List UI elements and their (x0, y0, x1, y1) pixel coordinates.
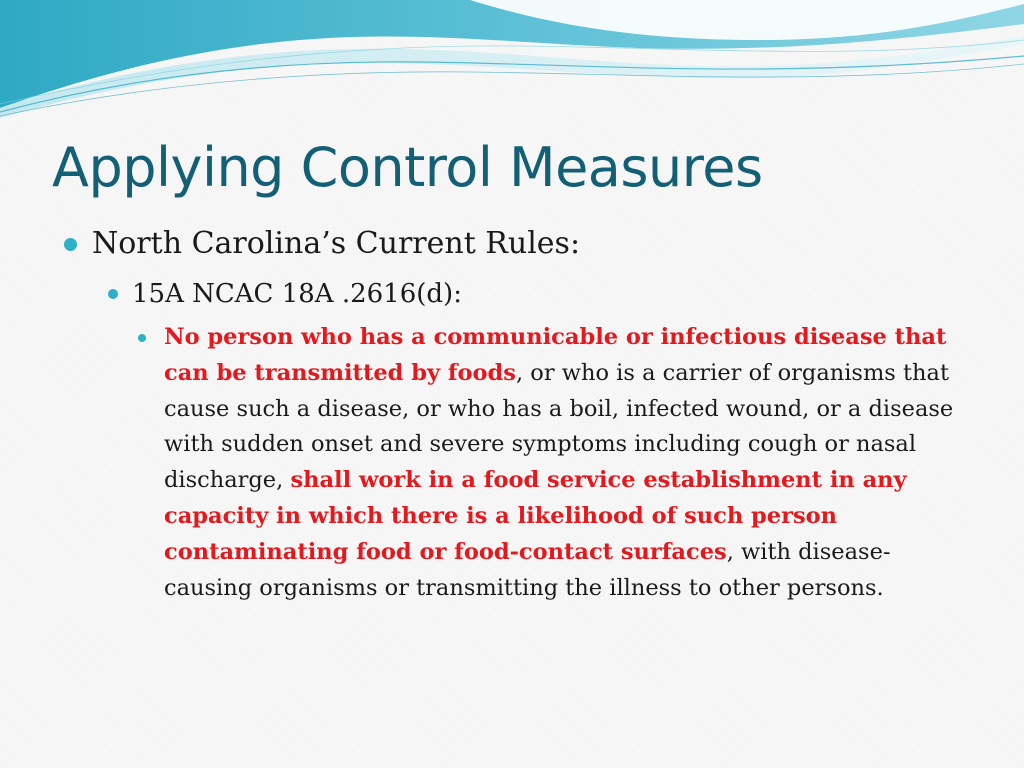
bullet-level-1 (60, 224, 980, 264)
slide-body (60, 224, 980, 606)
rule-segment-1: No person who has a communicable or infectious disease that can be transmitted by foods (164, 324, 947, 386)
bullet-level-2 (104, 276, 980, 312)
bullet-2-text: 15A NCAC 18A .2616(d): (132, 279, 462, 309)
rule-segment-2: , or who is a carrier of organisms that cause such a disease, or who has a boil, infected wound, or a disease with sudden onset and severe symptoms including cough or nasal discharge, (164, 359, 954, 494)
slide-title: Applying Control Measures (52, 136, 763, 199)
bullet-level-3 (136, 320, 964, 606)
bullet-1-text: North Carolina’s Current Rules: (92, 226, 581, 261)
rule-segment-3: shall work in a food service establishment in any capacity in which there is a likelihood of such person contaminating food or food-contact surfaces (164, 467, 907, 565)
bullet-dot-icon (64, 238, 77, 251)
rule-text (164, 324, 953, 601)
bullet-dot-icon (108, 289, 118, 299)
bullet-dot-icon (138, 334, 146, 342)
wave-header-decoration (0, 0, 1024, 120)
rule-segment-4: , with disease-causing organisms or transmitting the illness to other persons. (164, 538, 891, 601)
